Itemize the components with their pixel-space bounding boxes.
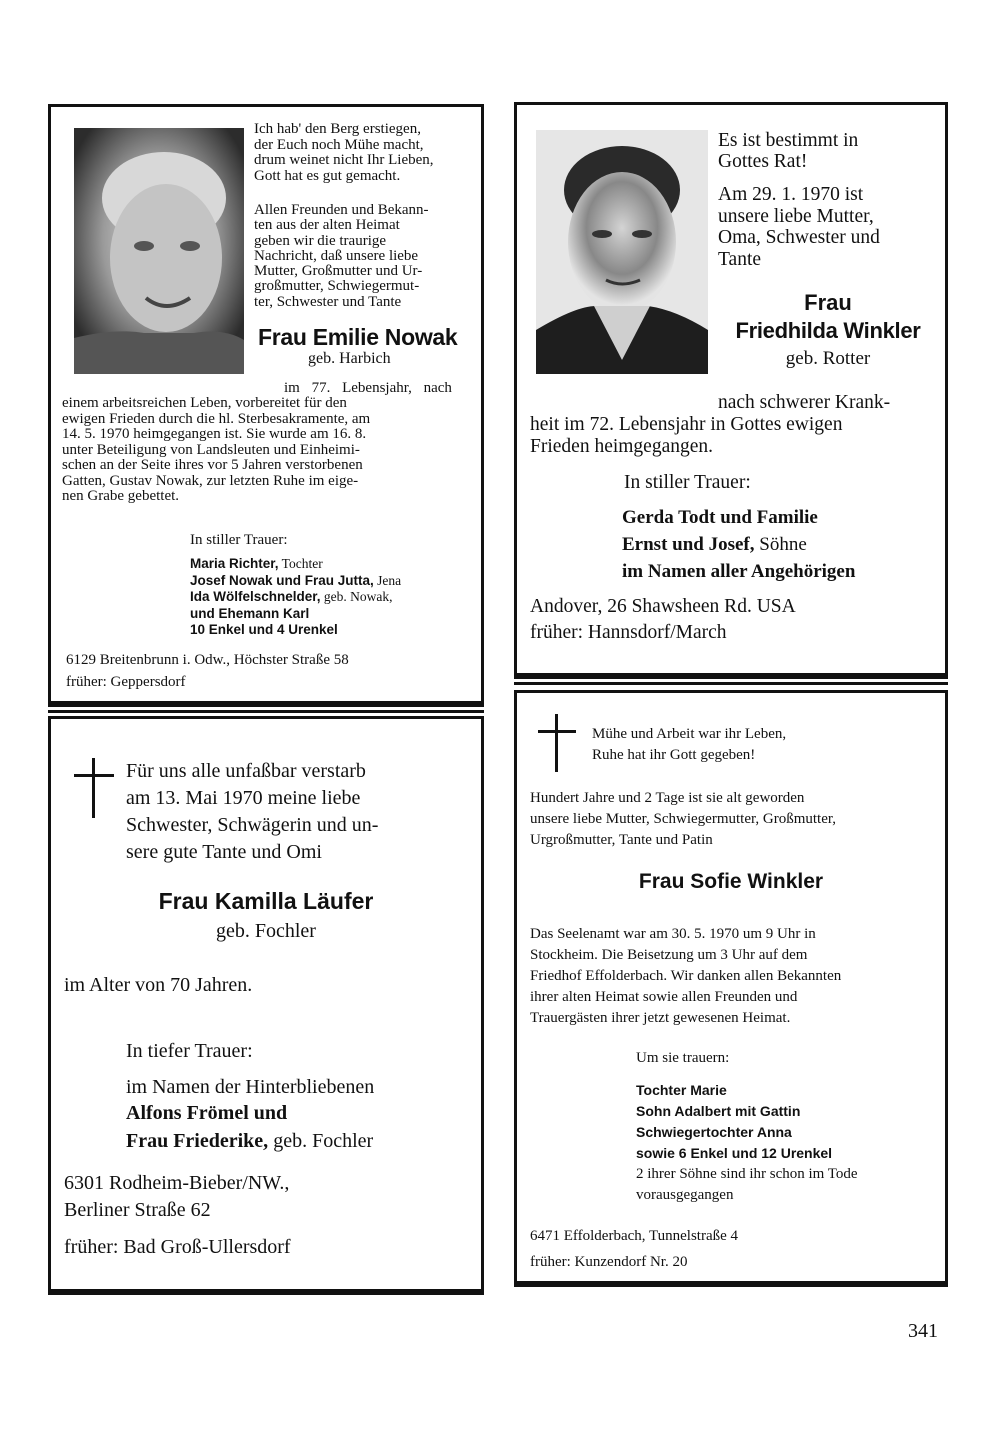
intro-line: am 13. Mai 1970 meine liebe <box>126 787 361 809</box>
nowak-maiden-name: geb. Harbich <box>308 350 391 367</box>
mourner-name: Tochter Marie <box>636 1082 727 1098</box>
laeufer-former-address: früher: Bad Groß-Ullersdorf <box>64 1236 291 1258</box>
poem-line: drum weinet nicht Ihr Lieben, <box>254 152 434 168</box>
mourner-relation: Jena <box>373 572 402 588</box>
body-line: ihrer alten Heimat sowie allen Freunden und <box>530 989 798 1005</box>
body-line: unter Beteiligung von Landsleuten und Einheimi- <box>62 441 360 458</box>
winkler-s-mourners <box>636 1080 936 1164</box>
winkler-f-address: Andover, 26 Shawsheen Rd. USA <box>530 596 796 617</box>
intro-line: Hundert Jahre und 2 Tage ist sie alt geworden <box>530 790 805 806</box>
address-line: 6301 Rodheim-Bieber/NW., <box>64 1172 290 1194</box>
portrait-photo-nowak <box>74 128 244 374</box>
mourner-relation: Tochter <box>278 556 323 571</box>
intro-line: Urgroßmutter, Tante und Patin <box>530 832 713 848</box>
intro-line: unsere liebe Mutter, Schwiegermutter, Großmutter, <box>530 811 837 827</box>
body-line: Stockheim. Die Beisetzung um 3 Uhr auf dem <box>530 947 808 963</box>
intro-line: Für uns alle unfaßbar verstarb <box>126 760 366 782</box>
mourner-name: sowie 6 Enkel und 12 Urenkel <box>636 1145 833 1161</box>
laeufer-age: im Alter von 70 Jahren. <box>64 974 253 996</box>
nowak-intro <box>254 203 470 310</box>
winkler-s-intro <box>530 788 936 851</box>
winkler-s-poem <box>592 724 932 766</box>
laeufer-mourners-intro: im Namen der Hinterbliebenen <box>126 1076 375 1098</box>
laeufer-name: Frau Kamilla Läufer <box>158 888 374 914</box>
nowak-poem <box>254 122 470 184</box>
intro-line: geben wir die traurige <box>254 232 387 249</box>
mourner-name: Ida Wölfelschnelder, <box>190 589 321 604</box>
mourner-name: Frau Friederike, <box>126 1130 269 1152</box>
poem-line: Ruhe hat ihr Gott gegeben! <box>592 747 756 763</box>
poem-line: Gott hat es gut gemacht. <box>254 167 401 184</box>
body-line: Frieden heimgegangen. <box>530 435 714 457</box>
intro-line: Es ist bestimmt in <box>718 130 859 151</box>
laeufer-maiden-name: geb. Fochler <box>216 920 316 942</box>
divider-rule <box>48 704 484 707</box>
body-line: schen an der Seite ihres vor 5 Jahren verstorbenen <box>62 457 363 473</box>
winkler-s-note <box>636 1164 936 1206</box>
mourner-relation: Söhne <box>754 534 807 555</box>
mourner-entry <box>190 589 480 606</box>
body-line: Friedhof Effolderbach. Wir danken allen Bekannten <box>530 968 842 984</box>
body-line: Trauergästen ihrer jetzt gewesenen Heimat. <box>530 1010 791 1026</box>
poem-line: Ich hab' den Berg erstiegen, <box>254 121 421 137</box>
intro-line: Am 29. 1. 1970 ist <box>718 184 864 205</box>
mourner-name: Sohn Adalbert mit Gattin <box>636 1103 801 1119</box>
winkler-s-body <box>530 924 936 1029</box>
intro-line: Oma, Schwester und <box>718 227 880 248</box>
intro-line: Gottes Rat! <box>718 151 808 172</box>
mourner-name: 10 Enkel und 4 Urenkel <box>190 622 338 637</box>
nowak-former-address: früher: Geppersdorf <box>66 674 186 690</box>
mourner-name: Ernst und Josef, <box>622 534 755 555</box>
intro-line: Allen Freunden und Bekann- <box>254 202 429 218</box>
winkler-s-former-address: früher: Kunzendorf Nr. 20 <box>530 1254 688 1270</box>
intro-line: ten aus der alten Heimat <box>254 217 400 234</box>
divider-rule <box>514 682 948 685</box>
mourner-entry <box>622 558 942 585</box>
winkler-f-former-address: früher: Hannsdorf/March <box>530 622 727 643</box>
laeufer-address <box>64 1170 289 1224</box>
divider-rule <box>514 1284 948 1287</box>
mourner-relation: geb. Fochler <box>268 1130 374 1152</box>
mourner-entry <box>190 606 480 623</box>
mourner-entry <box>622 531 942 558</box>
winkler-f-body-first: nach schwerer Krank- <box>718 392 891 413</box>
divider-rule <box>48 1292 484 1295</box>
winkler-f-name-title: Frau <box>804 290 852 315</box>
body-line: Das Seelenamt war am 30. 5. 1970 um 9 Uhr in <box>530 926 816 942</box>
nowak-body-first: im 77. Lebensjahr, nach <box>284 380 452 396</box>
body-line: einem arbeitsreichen Leben, vorbereitet für den <box>62 395 347 411</box>
intro-line: Tante <box>718 248 762 270</box>
laeufer-mourner-1: Alfons Frömel und <box>126 1102 288 1124</box>
winkler-s-address: 6471 Effolderbach, Tunnelstraße 4 <box>530 1228 739 1244</box>
mourner-relation: geb. Nowak, <box>320 589 393 604</box>
mourner-name: Gerda Todt und Familie <box>622 507 818 528</box>
mourner-entry <box>190 556 480 573</box>
body-line: 14. 5. 1970 heimgegangen ist. Sie wurde am 16. 8. <box>62 426 367 442</box>
body-line: nen Grabe gebettet. <box>62 488 180 504</box>
winkler-f-body <box>530 414 940 457</box>
mourner-entry <box>190 573 480 590</box>
nowak-mourning-heading: In stiller Trauer: <box>190 532 288 548</box>
nowak-name: Frau Emilie Nowak <box>258 324 458 350</box>
address-line: Berliner Straße 62 <box>64 1199 211 1221</box>
winkler-f-name: Friedhilda Winkler <box>735 318 921 343</box>
mourner-name: Josef Nowak und Frau Jutta, <box>190 572 374 588</box>
winkler-f-mourning-heading: In stiller Trauer: <box>624 472 751 493</box>
divider-rule <box>48 710 484 713</box>
intro-line: Mutter, Großmutter und Ur- <box>254 263 423 280</box>
laeufer-mourner-2 <box>126 1130 373 1153</box>
body-line: ewigen Frieden durch die hl. Sterbesakramente, am <box>62 410 371 427</box>
intro-line: sere gute Tante und Omi <box>126 841 322 863</box>
laeufer-intro <box>126 758 470 866</box>
mourner-entry <box>622 504 942 531</box>
winkler-f-intro-2 <box>718 184 938 270</box>
intro-line: großmutter, Schwiegermut- <box>254 278 420 295</box>
mourner-entry <box>190 622 480 639</box>
mourner-name: und Ehemann Karl <box>190 605 310 621</box>
intro-line: Nachricht, daß unsere liebe <box>254 247 419 264</box>
nowak-address: 6129 Breitenbrunn i. Odw., Höchster Straße 58 <box>66 652 349 668</box>
nowak-mourners <box>190 556 480 639</box>
divider-rule <box>514 676 948 679</box>
body-line: Gatten, Gustav Nowak, zur letzten Ruhe im eige- <box>62 472 359 489</box>
nowak-body <box>62 396 472 505</box>
winkler-s-name: Frau Sofie Winkler <box>638 870 824 893</box>
portrait-photo-winkler <box>536 130 708 374</box>
mourner-name: im Namen aller Angehörigen <box>622 561 856 582</box>
winkler-s-mourning-heading: Um sie trauern: <box>636 1050 730 1066</box>
winkler-f-intro <box>718 130 938 172</box>
intro-line: Schwester, Schwägerin und un- <box>126 814 379 836</box>
poem-line: Mühe und Arbeit war ihr Leben, <box>592 726 787 742</box>
body-line: heit im 72. Lebensjahr in Gottes ewigen <box>530 414 843 435</box>
laeufer-mourning-heading: In tiefer Trauer: <box>126 1040 253 1062</box>
mourner-name: Schwiegertochter Anna <box>636 1124 792 1140</box>
note-line: vorausgegangen <box>636 1187 734 1203</box>
mourner-name: Maria Richter, <box>190 556 279 571</box>
intro-line: unsere liebe Mutter, <box>718 205 874 227</box>
intro-line: ter, Schwester und Tante <box>254 293 402 310</box>
page-number: 341 <box>908 1320 938 1342</box>
winkler-f-mourners <box>622 504 942 585</box>
poem-line: der Euch noch Mühe macht, <box>254 136 424 153</box>
winkler-f-maiden-name: geb. Rotter <box>785 348 871 369</box>
note-line: 2 ihrer Söhne sind ihr schon im Tode <box>636 1166 858 1182</box>
